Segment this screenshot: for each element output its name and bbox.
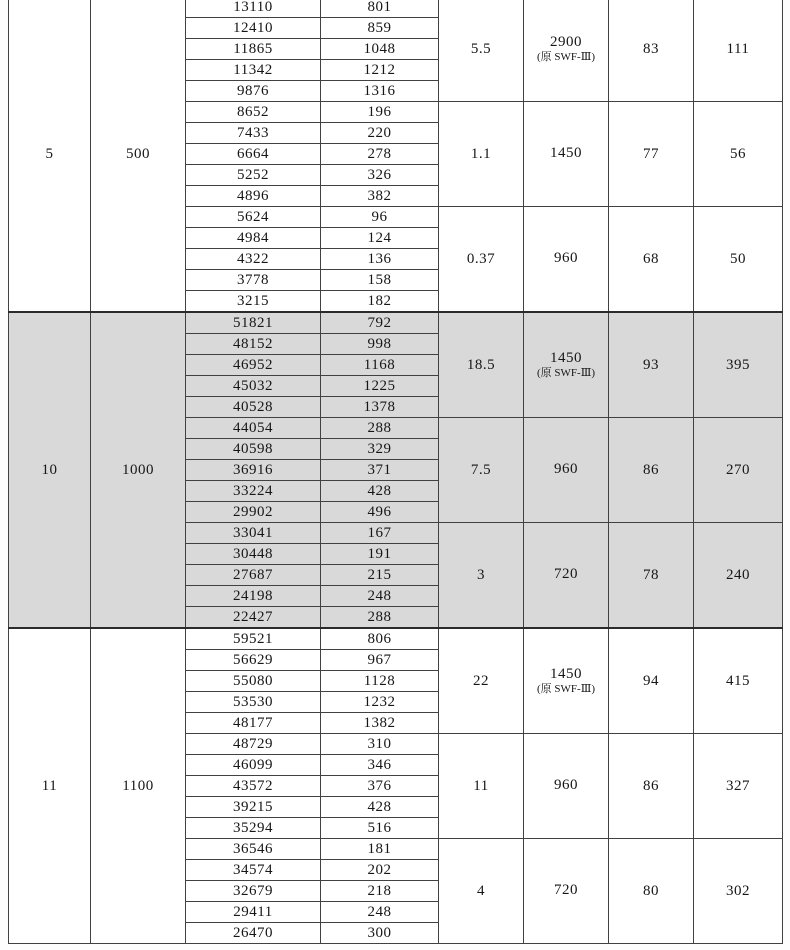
speed-cell	[524, 418, 609, 523]
speed-value: 960	[554, 250, 578, 267]
speed-cell	[524, 312, 609, 418]
efficiency-cell: 77	[609, 102, 694, 207]
pressure-cell: 801	[321, 0, 439, 18]
efficiency-cell: 94	[609, 628, 694, 734]
flow-cell: 53530	[186, 692, 321, 713]
flow-cell: 36916	[186, 460, 321, 481]
speed-cell	[524, 523, 609, 629]
pressure-cell: 136	[321, 249, 439, 270]
pressure-cell: 215	[321, 565, 439, 586]
speed-note: (原 SWF-Ⅲ)	[537, 51, 595, 64]
pressure-cell: 182	[321, 291, 439, 313]
pressure-cell: 1232	[321, 692, 439, 713]
efficiency-cell: 93	[609, 312, 694, 418]
speed-cell	[524, 839, 609, 944]
col8-value-cell: 327	[694, 734, 783, 839]
speed-cell	[524, 734, 609, 839]
power-cell: 11	[439, 734, 524, 839]
flow-cell: 7433	[186, 123, 321, 144]
pressure-cell: 1378	[321, 397, 439, 418]
col8-value-cell: 50	[694, 207, 783, 313]
flow-cell: 51821	[186, 312, 321, 334]
flow-cell: 44054	[186, 418, 321, 439]
flow-cell: 56629	[186, 650, 321, 671]
flow-cell: 30448	[186, 544, 321, 565]
pressure-cell: 181	[321, 839, 439, 860]
power-cell: 0.37	[439, 207, 524, 313]
col8-value-cell: 395	[694, 312, 783, 418]
pressure-cell: 96	[321, 207, 439, 228]
flow-cell: 4322	[186, 249, 321, 270]
pressure-cell: 1212	[321, 60, 439, 81]
power-cell: 4	[439, 839, 524, 944]
flow-cell: 3778	[186, 270, 321, 291]
power-cell: 7.5	[439, 418, 524, 523]
pressure-cell: 428	[321, 797, 439, 818]
flow-cell: 33041	[186, 523, 321, 544]
speed-cell	[524, 102, 609, 207]
pressure-cell: 218	[321, 881, 439, 902]
pressure-cell: 300	[321, 923, 439, 944]
flow-cell: 26470	[186, 923, 321, 944]
pressure-cell: 1316	[321, 81, 439, 102]
flow-cell: 36546	[186, 839, 321, 860]
model-cell: 5	[9, 0, 91, 312]
flow-cell: 22427	[186, 607, 321, 629]
efficiency-cell: 78	[609, 523, 694, 629]
speed-value: 2900	[550, 34, 582, 51]
flow-cell: 32679	[186, 881, 321, 902]
pressure-cell: 167	[321, 523, 439, 544]
pressure-cell: 516	[321, 818, 439, 839]
col8-value-cell: 270	[694, 418, 783, 523]
pressure-cell: 248	[321, 586, 439, 607]
pressure-cell: 967	[321, 650, 439, 671]
flow-cell: 59521	[186, 628, 321, 650]
speed-cell	[524, 0, 609, 102]
spec-table-body	[9, 0, 783, 944]
flow-cell: 43572	[186, 776, 321, 797]
power-cell: 5.5	[439, 0, 524, 102]
flow-cell: 48729	[186, 734, 321, 755]
pressure-cell: 191	[321, 544, 439, 565]
flow-cell: 5624	[186, 207, 321, 228]
fan-spec-table	[8, 0, 783, 944]
power-cell: 18.5	[439, 312, 524, 418]
pressure-cell: 1048	[321, 39, 439, 60]
flow-cell: 40528	[186, 397, 321, 418]
speed-value: 960	[554, 461, 578, 478]
speed-note: (原 SWF-Ⅲ)	[537, 683, 595, 696]
col8-value-cell: 240	[694, 523, 783, 629]
speed-value: 960	[554, 777, 578, 794]
pressure-cell: 310	[321, 734, 439, 755]
pressure-cell: 371	[321, 460, 439, 481]
pressure-cell: 1225	[321, 376, 439, 397]
pressure-cell: 278	[321, 144, 439, 165]
col8-value-cell: 415	[694, 628, 783, 734]
flow-cell: 11865	[186, 39, 321, 60]
flow-cell: 39215	[186, 797, 321, 818]
diameter-cell: 1000	[91, 312, 186, 628]
pressure-cell: 998	[321, 334, 439, 355]
pressure-cell: 248	[321, 902, 439, 923]
efficiency-cell: 83	[609, 0, 694, 102]
flow-cell: 11342	[186, 60, 321, 81]
pressure-cell: 196	[321, 102, 439, 123]
efficiency-cell: 86	[609, 418, 694, 523]
pressure-cell: 1168	[321, 355, 439, 376]
flow-cell: 46099	[186, 755, 321, 776]
flow-cell: 34574	[186, 860, 321, 881]
flow-cell: 46952	[186, 355, 321, 376]
pressure-cell: 806	[321, 628, 439, 650]
pressure-cell: 288	[321, 607, 439, 629]
speed-value: 1450	[550, 666, 582, 683]
flow-cell: 35294	[186, 818, 321, 839]
flow-cell: 5252	[186, 165, 321, 186]
flow-cell: 12410	[186, 18, 321, 39]
speed-value: 720	[554, 566, 578, 583]
power-cell: 3	[439, 523, 524, 629]
speed-value: 1450	[550, 145, 582, 162]
speed-value: 720	[554, 882, 578, 899]
pressure-cell: 792	[321, 312, 439, 334]
flow-cell: 13110	[186, 0, 321, 18]
flow-cell: 9876	[186, 81, 321, 102]
power-cell: 22	[439, 628, 524, 734]
flow-cell: 27687	[186, 565, 321, 586]
pressure-cell: 496	[321, 502, 439, 523]
flow-cell: 3215	[186, 291, 321, 313]
pressure-cell: 859	[321, 18, 439, 39]
table-row	[9, 628, 783, 650]
pressure-cell: 124	[321, 228, 439, 249]
pressure-cell: 158	[321, 270, 439, 291]
col8-value-cell: 56	[694, 102, 783, 207]
pressure-cell: 329	[321, 439, 439, 460]
pressure-cell: 382	[321, 186, 439, 207]
flow-cell: 40598	[186, 439, 321, 460]
model-cell: 11	[9, 628, 91, 944]
pressure-cell: 346	[321, 755, 439, 776]
efficiency-cell: 80	[609, 839, 694, 944]
model-cell: 10	[9, 312, 91, 628]
table-row	[9, 0, 783, 18]
speed-note: (原 SWF-Ⅲ)	[537, 367, 595, 380]
pressure-cell: 1128	[321, 671, 439, 692]
col8-value-cell: 302	[694, 839, 783, 944]
flow-cell: 4984	[186, 228, 321, 249]
pressure-cell: 376	[321, 776, 439, 797]
flow-cell: 55080	[186, 671, 321, 692]
pressure-cell: 1382	[321, 713, 439, 734]
power-cell: 1.1	[439, 102, 524, 207]
flow-cell: 6664	[186, 144, 321, 165]
flow-cell: 29902	[186, 502, 321, 523]
efficiency-cell: 86	[609, 734, 694, 839]
diameter-cell: 1100	[91, 628, 186, 944]
flow-cell: 45032	[186, 376, 321, 397]
flow-cell: 8652	[186, 102, 321, 123]
col8-value-cell: 111	[694, 0, 783, 102]
diameter-cell: 500	[91, 0, 186, 312]
pressure-cell: 220	[321, 123, 439, 144]
pressure-cell: 202	[321, 860, 439, 881]
flow-cell: 33224	[186, 481, 321, 502]
flow-cell: 24198	[186, 586, 321, 607]
flow-cell: 48152	[186, 334, 321, 355]
pressure-cell: 326	[321, 165, 439, 186]
flow-cell: 29411	[186, 902, 321, 923]
pressure-cell: 428	[321, 481, 439, 502]
speed-value: 1450	[550, 350, 582, 367]
speed-cell	[524, 628, 609, 734]
efficiency-cell: 68	[609, 207, 694, 313]
pressure-cell: 288	[321, 418, 439, 439]
speed-cell	[524, 207, 609, 313]
flow-cell: 4896	[186, 186, 321, 207]
flow-cell: 48177	[186, 713, 321, 734]
table-row	[9, 312, 783, 334]
